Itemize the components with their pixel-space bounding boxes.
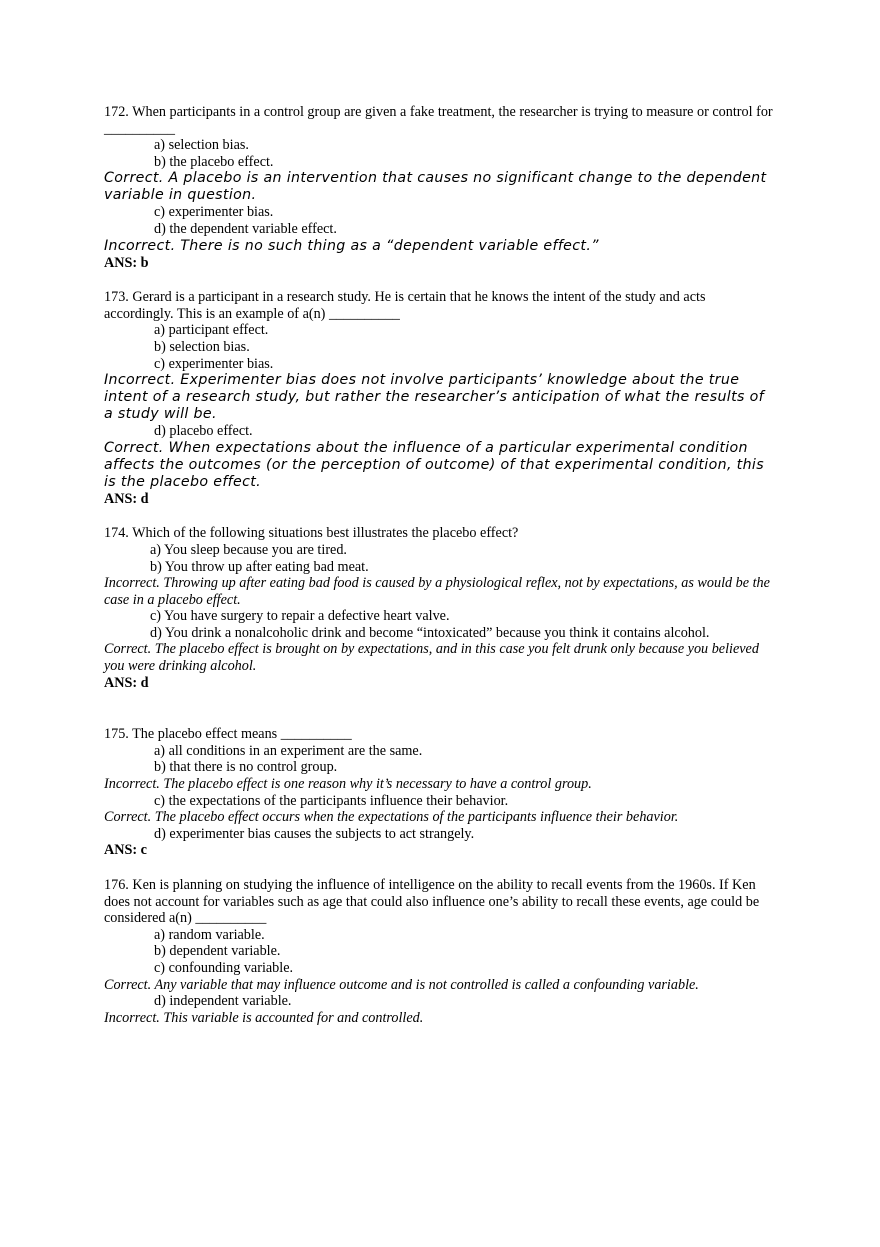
feedback-correct: Correct. The placebo effect occurs when the expectations of the participants influence their behavior.: [104, 809, 679, 826]
feedback-incorrect: Incorrect. Throwing up after eating bad food is caused by a physiological reflex, not by expectations, as would be the case in a placebo effect.: [104, 575, 770, 608]
question-175: [104, 726, 774, 859]
option-a: a) random variable.: [154, 926, 265, 943]
feedback-correct: Correct. Any variable that may influence outcome and is not controlled is called a confounding variable.: [104, 976, 699, 993]
option-a: a) all conditions in an experiment are the same.: [154, 742, 423, 759]
question-stem: 176. Ken is planning on studying the influence of intelligence on the ability to recall events from the 1960s. If Ken does not account for variables such as age that could also influence one’s ability to recall these events, age could be considered a(n) __________: [104, 877, 760, 927]
question-stem: 172. When participants in a control group are given a fake treatment, the researcher is trying to measure or control for __________: [104, 104, 773, 137]
feedback-correct: Correct. When expectations about the influence of a particular experimental condition affects the outcomes (or the perception of outcome) of that experimental condition, this is the placebo effect.: [104, 439, 764, 490]
option-d: d) placebo effect.: [154, 423, 253, 440]
option-c: c) experimenter bias.: [154, 355, 274, 372]
spacer: [104, 507, 774, 525]
question-stem: 174. Which of the following situations best illustrates the placebo effect?: [104, 525, 519, 542]
question-list: [104, 104, 774, 1026]
question-174: [104, 525, 774, 691]
option-d: d) You drink a nonalcoholic drink and become “intoxicated” because you think it contains alcohol.: [150, 624, 710, 641]
spacer: [104, 271, 774, 289]
option-a: a) participant effect.: [154, 322, 269, 339]
option-d: d) independent variable.: [154, 993, 292, 1010]
option-b: b) You throw up after eating bad meat.: [150, 558, 369, 575]
question-172: [104, 104, 774, 271]
option-a: a) selection bias.: [154, 137, 249, 154]
answer-key: ANS: d: [104, 674, 149, 691]
option-c: c) the expectations of the participants influence their behavior.: [154, 792, 509, 809]
option-b: b) that there is no control group.: [154, 759, 338, 776]
question-176: [104, 877, 774, 1026]
option-b: b) dependent variable.: [154, 943, 281, 960]
feedback-incorrect: Incorrect. Experimenter bias does not involve participants’ knowledge about the true intent of a research study, but rather the researcher’s anticipation of what the results of a study will be.: [104, 372, 764, 423]
option-b: b) selection bias.: [154, 338, 250, 355]
answer-key: ANS: b: [104, 254, 149, 271]
question-stem: 175. The placebo effect means __________: [104, 726, 352, 743]
feedback-correct: Correct. The placebo effect is brought on by expectations, and in this case you felt drunk only because you believed you were drinking alcohol.: [104, 641, 759, 675]
spacer: [104, 691, 774, 726]
option-b: b) the placebo effect.: [154, 153, 274, 170]
feedback-incorrect: Incorrect. This variable is accounted for and controlled.: [104, 1009, 424, 1026]
option-c: c) confounding variable.: [154, 959, 294, 976]
feedback-correct: Correct. A placebo is an intervention that causes no significant change to the dependent variable in question.: [104, 170, 767, 204]
feedback-incorrect: Incorrect. The placebo effect is one reason why it’s necessary to have a control group.: [104, 776, 592, 793]
spacer: [104, 859, 774, 877]
feedback-incorrect: Incorrect. There is no such thing as a “dependent variable effect.”: [104, 237, 599, 254]
option-a: a) You sleep because you are tired.: [150, 541, 347, 558]
option-c: c) experimenter bias.: [154, 204, 274, 221]
question-173: [104, 289, 774, 507]
option-d: d) the dependent variable effect.: [154, 220, 337, 237]
answer-key: ANS: d: [104, 490, 149, 507]
answer-key: ANS: c: [104, 842, 147, 859]
option-d: d) experimenter bias causes the subjects to act strangely.: [154, 825, 475, 842]
option-c: c) You have surgery to repair a defective heart valve.: [150, 608, 450, 625]
question-stem: 173. Gerard is a participant in a research study. He is certain that he knows the intent of the study and acts accordingly. This is an example of a(n) __________: [104, 289, 706, 322]
